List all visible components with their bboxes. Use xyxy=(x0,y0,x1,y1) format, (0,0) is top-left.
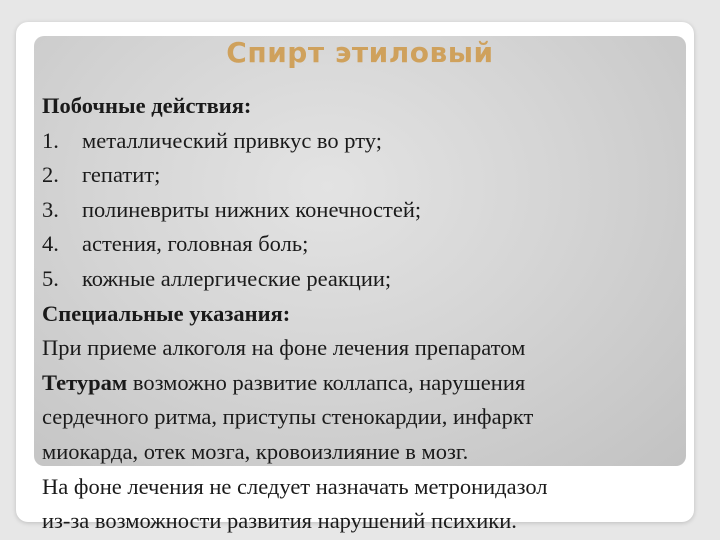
list-item xyxy=(42,193,712,228)
paragraph-line: При приеме алкоголя на фоне лечения препаратом xyxy=(42,335,526,361)
list-item-text: гепатит; xyxy=(82,162,161,188)
special-instructions-heading: Специальные указания: xyxy=(42,300,291,326)
list-item xyxy=(42,227,712,262)
list-item-number: 2. xyxy=(42,162,59,188)
slide-content xyxy=(42,89,712,539)
list-item xyxy=(42,262,712,297)
list-item-number: 5. xyxy=(42,265,59,291)
list-item-text: металлический привкус во рту; xyxy=(82,127,382,153)
side-effects-heading: Побочные действия: xyxy=(42,93,252,118)
list-item-number: 1. xyxy=(42,127,59,153)
paragraph-line xyxy=(42,366,712,401)
drug-name: Тетурам xyxy=(42,369,128,395)
paragraph-line: На фоне лечения не следует назначать метронидазол xyxy=(42,473,548,499)
paragraph-line: из-за возможности развития нарушений психики. xyxy=(42,508,517,534)
paragraph-line: миокарда, отек мозга, кровоизлияние в мозг. xyxy=(42,438,469,464)
list-item xyxy=(42,158,712,193)
list-item-number: 3. xyxy=(42,196,59,222)
list-item-text: астения, головная боль; xyxy=(82,231,309,257)
list-item-number: 4. xyxy=(42,231,59,257)
paragraph-line: сердечного ритма, приступы стенокардии, инфаркт xyxy=(42,404,534,430)
paragraph-text: возможно развитие коллапса, нарушения xyxy=(127,369,526,395)
list-item-text: полиневриты нижних конечностей; xyxy=(82,196,422,222)
slide-title: Спирт этиловый xyxy=(226,36,494,69)
list-item-text: кожные аллергические реакции; xyxy=(82,265,392,291)
list-item xyxy=(42,124,712,159)
